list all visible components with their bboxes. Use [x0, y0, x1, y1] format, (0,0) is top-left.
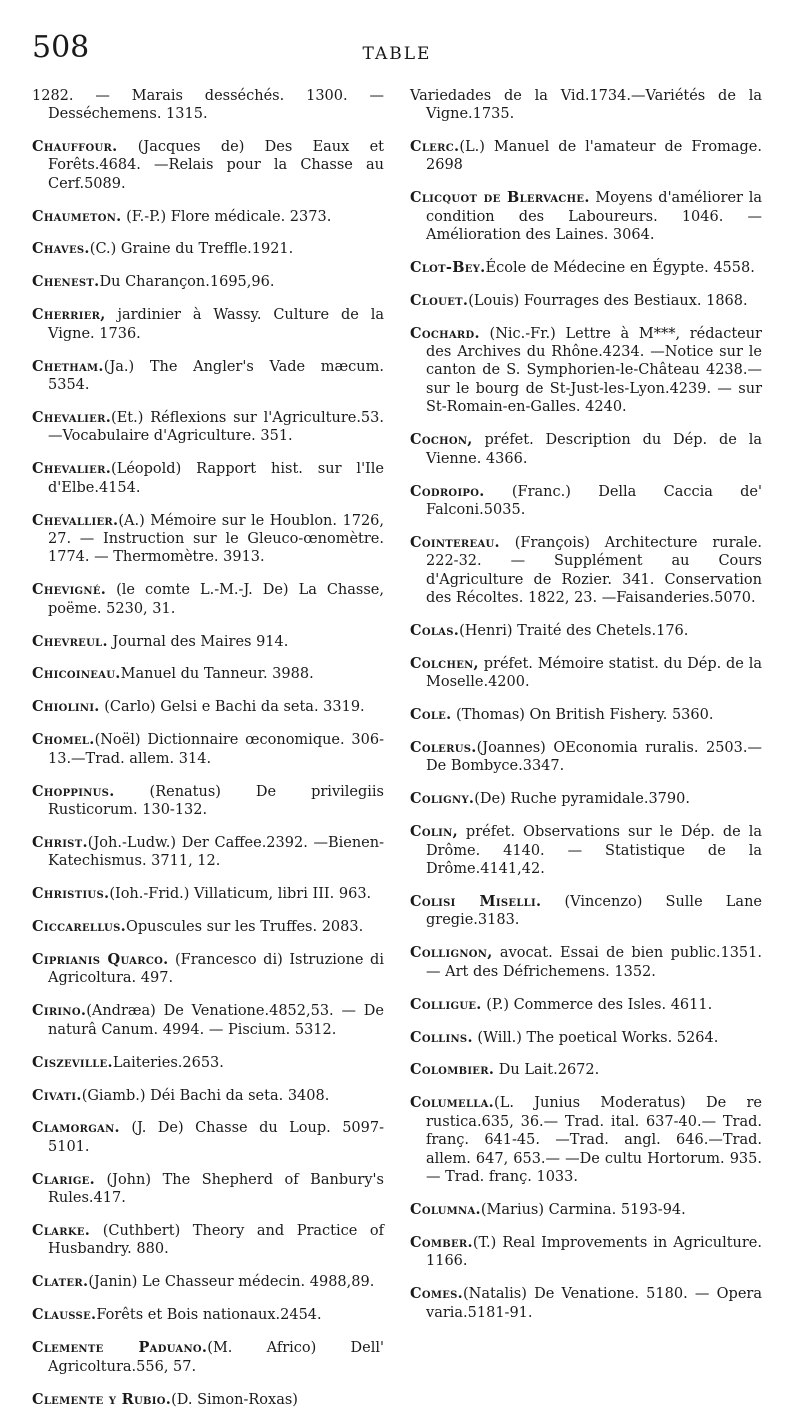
entry-text: (Jacques de) Des Eaux et Forêts.4684. —Relais pour la Chasse au Cerf.5089. — [48, 138, 384, 192]
index-entry — [32, 1273, 384, 1291]
index-entry — [410, 622, 762, 640]
entry-author-name: Cole. — [410, 706, 452, 724]
index-entry — [410, 1201, 762, 1219]
entry-text: Variedades de la Vid.1734.—Variétés de la Vigne.1735. — [410, 87, 762, 122]
entry-text: Laiteries.2653. — [112, 1054, 224, 1071]
index-entry — [32, 1054, 384, 1072]
entry-author-name: Christius. — [32, 885, 110, 903]
index-entry — [32, 306, 384, 343]
index-entry — [32, 1339, 384, 1376]
entry-text: (Noël) Dictionnaire œconomique. 306-13.—Trad. allem. 314. — [48, 732, 384, 767]
entry-author-name: Ciszeville. — [32, 1053, 113, 1071]
entry-author-name: Coligny. — [410, 790, 475, 808]
entry-text: (Joh.-Ludw.) Der Caffee.2392. —Bienen-Katechismus. 3711, 12. — [48, 834, 384, 870]
left-column — [32, 72, 384, 1412]
entry-text: (A.) Mémoire sur le Houblon. 1726, 27. — Instruction sur le Gleuco-œnomètre. 1774. — Thermomètre. 3913. — [48, 512, 384, 566]
entry-text: (Giamb.) Déi Bachi da seta. 3408. — [81, 1087, 330, 1104]
entry-text: (Louis) Fourrages des Bestiaux. 1868. — [468, 292, 748, 309]
entry-text: (Ioh.-Frid.) Villaticum, libri III. 963. — [109, 886, 372, 903]
entry-text: (L.) Manuel de l'amateur de Fromage. 2698 — [426, 138, 762, 174]
entry-author-name: Clemente Paduano. — [32, 1339, 208, 1357]
entry-author-name: Cirino. — [32, 1002, 87, 1020]
entry-author-name: Codroipo. — [410, 482, 485, 500]
index-entry — [410, 739, 762, 776]
entry-author-name: Chevalier. — [32, 460, 112, 478]
index-entry — [32, 665, 384, 683]
entry-author-name: Colligue. — [410, 995, 482, 1013]
index-entry — [410, 996, 762, 1014]
entry-author-name: Comber. — [410, 1233, 473, 1251]
index-entry — [32, 918, 384, 936]
entry-text: (L. Junius Moderatus) De re rustica.635, 36.— Trad. ital. 637-40.— Trad. franç. 641-45. —Trad. angl. 646.—Trad. allem. 647, 653.— —De cultu Hortorum. 935. — Trad. franç. 1033. — [426, 1095, 762, 1185]
entry-text: (Renatus) De privilegiis Rusticorum. 130-132. — [48, 783, 384, 818]
entry-author-name: Cochard. — [410, 324, 480, 342]
entry-text: (M. Africo) Dell' Agricoltura.556, 57. — [48, 1340, 384, 1375]
entry-author-name: Chomel. — [32, 731, 95, 749]
entry-author-name: Cointereau. — [410, 533, 500, 551]
entry-author-name: Clicquot de Blervache. — [410, 189, 590, 207]
entry-author-name: Colerus. — [410, 739, 477, 757]
index-entry — [410, 1285, 762, 1322]
entry-text: (Carlo) Gelsi e Bachi da seta. 3319. — [99, 699, 365, 716]
index-entry — [32, 783, 384, 820]
index-entry — [32, 240, 384, 258]
entry-author-name: Comes. — [410, 1285, 464, 1303]
entry-author-name: Clerc. — [410, 137, 460, 155]
index-entry — [32, 951, 384, 988]
entry-text: (T.) Real Improvements in Agriculture. 1166. — [426, 1234, 762, 1270]
entry-text: (Janin) Le Chasseur médecin. 4988,89. — [88, 1274, 375, 1291]
entry-text: (De) Ruche pyramidale.3790. — [474, 791, 690, 808]
index-entry — [410, 1029, 762, 1047]
index-entry — [410, 431, 762, 468]
entry-author-name: Chevalier. — [32, 408, 112, 426]
entry-text: Opuscules sur les Truffes. 2083. — [125, 919, 364, 936]
index-entry — [32, 1171, 384, 1208]
entry-text: (Et.) Réflexions sur l'Agriculture.53.—Vocabulaire d'Agriculture. 351. — [48, 409, 384, 445]
index-entry — [32, 138, 384, 193]
entry-text: (D. Simon-Roxas) — [171, 1391, 298, 1408]
index-entry — [410, 1061, 762, 1079]
running-head: TABLE — [362, 44, 432, 64]
index-entry — [410, 655, 762, 692]
index-entry — [410, 706, 762, 724]
entry-author-name: Clouet. — [410, 291, 469, 309]
entry-text: (Marius) Carmina. 5193-94. — [480, 1201, 686, 1218]
entry-text: préfet. Mémoire statist. du Dép. de la Moselle.4200. — [426, 655, 762, 691]
entry-text: (Vincenzo) Sulle Lane gregie.3183. — [426, 894, 762, 929]
index-entry — [410, 893, 762, 930]
index-entry — [32, 581, 384, 618]
entry-text: Manuel du Tanneur. 3988. — [120, 666, 314, 683]
index-entry — [410, 944, 762, 981]
index-entry — [32, 1119, 384, 1156]
entry-author-name: Colisi Miselli. — [410, 893, 542, 910]
page-number: 508 — [32, 30, 90, 65]
index-entry — [32, 512, 384, 567]
entry-text: 1282. — Marais desséchés. 1300. — Desséchemens. 1315. — [32, 87, 384, 122]
index-entry — [410, 790, 762, 808]
index-columns — [32, 72, 762, 1412]
index-entry — [32, 698, 384, 716]
entry-author-name: Colchen, — [410, 654, 479, 672]
entry-author-name: Chicoineau. — [32, 665, 121, 683]
entry-author-name: Chetham. — [32, 357, 104, 375]
entry-text: École de Médecine en Égypte. 4558. — [485, 259, 755, 276]
index-entry — [32, 834, 384, 871]
entry-author-name: Columna. — [410, 1200, 481, 1218]
right-column — [410, 72, 762, 1412]
entry-author-name: Colas. — [410, 621, 460, 639]
entry-text: (J. De) Chasse du Loup. 5097-5101. — [48, 1120, 384, 1155]
index-entry — [410, 87, 762, 124]
entry-text: (Andræa) De Venatione.4852,53. — De naturâ Canum. 4994. — Piscium. 5312. — [48, 1003, 384, 1038]
entry-author-name: Chevreul. — [32, 632, 108, 650]
entry-text: Moyens d'améliorer la condition des Laboureurs. 1046. — Amélioration des Laines. 3064. — [426, 190, 762, 243]
entry-author-name: Christ. — [32, 833, 88, 851]
entry-author-name: Clarke. — [32, 1222, 91, 1240]
index-entry — [32, 885, 384, 903]
index-entry — [32, 358, 384, 395]
entry-text: (F.-P.) Flore médicale. 2373. — [121, 208, 332, 225]
entry-text: avocat. Essai de bien public.1351. — Art des Défrichemens. 1352. — [426, 945, 762, 980]
entry-text: (Léopold) Rapport hist. sur l'Ile d'Elbe.4154. — [48, 461, 384, 496]
entry-author-name: Chaumeton. — [32, 207, 122, 225]
entry-text: (Francesco di) Istruzione di Agricoltura. 497. — [48, 952, 384, 987]
entry-text: (Nic.-Fr.) Lettre à M***, rédacteur des Archives du Rhône.4234. —Notice sur le canton de S. Symphorien-le-Château 4238.— sur le bourg de St-Just-les-Lyon.4239. — sur St-Romain-en-Galles. 4240. — [426, 325, 762, 416]
entry-text: (Franc.) Della Caccia de' Falconi.5035. — [426, 483, 762, 518]
entry-author-name: Clausse. — [32, 1306, 97, 1324]
index-entry — [32, 1222, 384, 1259]
index-entry — [32, 409, 384, 446]
index-entry — [410, 325, 762, 417]
entry-text: (Thomas) On British Fishery. 5360. — [451, 707, 714, 724]
entry-author-name: Civati. — [32, 1086, 82, 1104]
entry-text: (P.) Commerce des Isles. 4611. — [481, 996, 713, 1013]
entry-text: (le comte L.-M.-J. De) La Chasse, poëme. 5230, 31. — [48, 582, 384, 617]
entry-author-name: Chiolini. — [32, 698, 100, 716]
index-entry — [32, 633, 384, 651]
entry-text: (Henri) Traité des Chetels.176. — [459, 622, 689, 639]
index-entry — [32, 208, 384, 226]
entry-text: préfet. Observations sur le Dép. de la Drôme. 4140. — Statistique de la Drôme.4141,42. — [426, 824, 762, 878]
index-entry — [410, 189, 762, 244]
entry-author-name: Chaves. — [32, 240, 90, 258]
index-entry — [410, 823, 762, 878]
entry-author-name: Clot-Bey. — [410, 258, 486, 276]
entry-author-name: Ciccarellus. — [32, 918, 126, 936]
entry-author-name: Collignon, — [410, 944, 493, 962]
index-entry — [32, 460, 384, 497]
index-entry — [410, 1094, 762, 1186]
index-entry — [32, 273, 384, 291]
entry-text: (Will.) The poetical Works. 5264. — [472, 1029, 719, 1046]
entry-text: (François) Architecture rurale. 222-32. — Supplément au Cours d'Agriculture de Rozier. 341. Conservation des Récoltes. 1822, 23. —Faisanderies.5070. — [426, 534, 762, 607]
index-entry — [32, 1087, 384, 1105]
entry-text: (Cuthbert) Theory and Practice of Husbandry. 880. — [48, 1223, 384, 1258]
entry-author-name: Ciprianis Quarco. — [32, 951, 169, 968]
entry-author-name: Choppinus. — [32, 782, 115, 800]
entry-text: (Natalis) De Venatione. 5180. — Opera varia.5181-91. — [426, 1286, 762, 1321]
entry-author-name: Clemente y Rubio. — [32, 1390, 172, 1408]
entry-author-name: Cherrier, — [32, 306, 106, 324]
entry-text: (John) The Shepherd of Banbury's Rules.417. — [48, 1171, 384, 1207]
entry-author-name: Chenest. — [32, 273, 100, 291]
entry-author-name: Collins. — [410, 1028, 473, 1046]
page-header — [32, 30, 762, 72]
entry-author-name: Chauffour. — [32, 137, 118, 155]
index-entry — [410, 138, 762, 175]
entry-author-name: Clater. — [32, 1273, 89, 1291]
entry-author-name: Columella. — [410, 1094, 495, 1112]
entry-text: préfet. Description du Dép. de la Vienne. 4366. — [426, 432, 762, 467]
entry-author-name: Chevallier. — [32, 511, 119, 529]
index-entry — [410, 483, 762, 520]
index-entry — [32, 87, 384, 124]
index-entry — [410, 292, 762, 310]
index-entry — [410, 259, 762, 277]
index-entry — [410, 1234, 762, 1271]
entry-author-name: Colombier. — [410, 1061, 495, 1079]
index-entry — [32, 1002, 384, 1039]
index-entry — [32, 731, 384, 768]
entry-text: (Ja.) The Angler's Vade mæcum. 5354. — [48, 358, 384, 393]
entry-author-name: Clarige. — [32, 1170, 95, 1188]
entry-text: Forêts et Bois nationaux.2454. — [96, 1307, 322, 1324]
index-entry — [32, 1306, 384, 1324]
entry-text: Du Charançon.1695,96. — [99, 274, 275, 291]
entry-text: (Joannes) OEconomia ruralis. 2503.—De Bombyce.3347. — [426, 740, 762, 775]
entry-author-name: Clamorgan. — [32, 1119, 120, 1137]
entry-text: (C.) Graine du Treffle.1921. — [89, 241, 294, 258]
entry-author-name: Cochon, — [410, 431, 473, 449]
entry-author-name: Colin, — [410, 823, 458, 841]
entry-text: jardinier à Wassy. Culture de la Vigne. 1736. — [48, 307, 384, 342]
index-entry — [32, 1391, 384, 1409]
entry-author-name: Chevigné. — [32, 581, 107, 599]
index-entry — [410, 534, 762, 608]
entry-text: Journal des Maires 914. — [107, 633, 289, 650]
entry-text: Du Lait.2672. — [494, 1062, 600, 1079]
